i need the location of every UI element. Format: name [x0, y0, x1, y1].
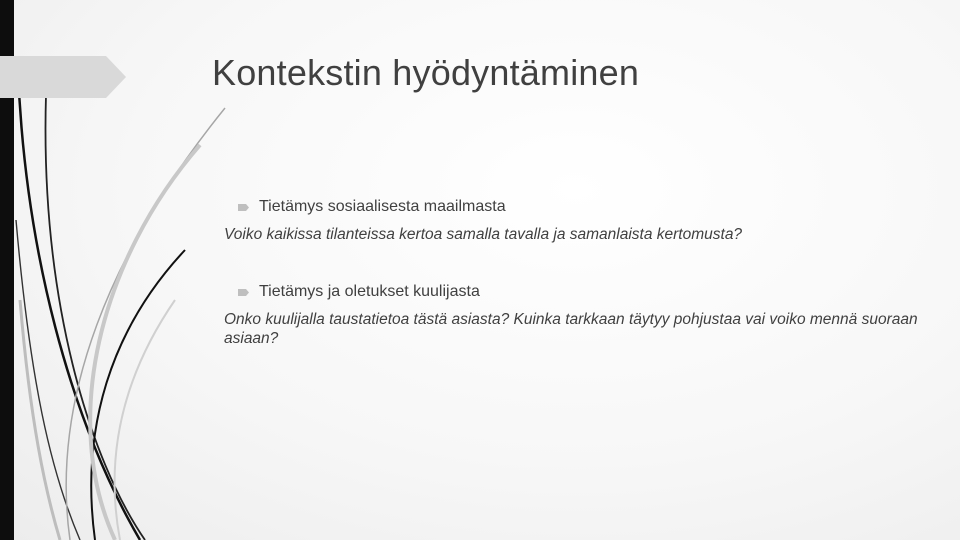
curve-black-3: [91, 250, 185, 540]
bullet-item-1: [222, 196, 922, 218]
curve-gray-1: [66, 108, 225, 540]
bullet-heading-1: Tietämys sosiaalisesta maailmasta: [259, 198, 506, 215]
slide-title: Kontekstin hyödyntäminen: [212, 52, 640, 93]
bullet-subtext-2: Onko kuulijalla taustatietoa tästä asiasta? Kuinka tarkkaan täytyy pohjustaa vai voiko mennä suoraan asiaan?: [224, 311, 918, 347]
bullet-block-2: [222, 281, 922, 348]
slide-content: [222, 196, 922, 348]
bullet-item-2: [222, 281, 922, 303]
curve-black-1: [18, 70, 140, 540]
curve-gray-2: [90, 145, 200, 540]
arrow-bullet-icon: [238, 204, 249, 211]
bullet-heading-2: Tietämys ja oletukset kuulijasta: [259, 283, 480, 300]
bullet-block-1: [222, 196, 922, 244]
curve-gray-3: [20, 300, 60, 540]
arrow-bullet-icon: [238, 289, 249, 296]
title-tab-shape: [0, 56, 126, 98]
bullet-subtext-1: Voiko kaikissa tilanteissa kertoa samalla tavalla ja samanlaista kertomusta?: [224, 226, 743, 243]
